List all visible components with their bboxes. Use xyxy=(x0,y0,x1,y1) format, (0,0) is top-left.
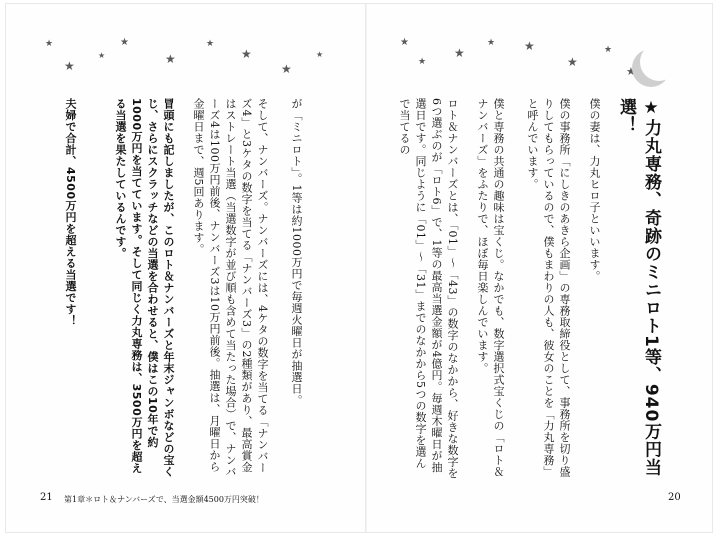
star-icon: ★ xyxy=(281,62,292,76)
right-page-paragraph-3: 僕と専務の共通の趣味は宝くじ。なかでも、数字選択式宝くじの「ロト＆ナンバーズ」をふたりで、ほぼ毎日楽しんでいます。 xyxy=(476,98,505,478)
star-icon: ★ xyxy=(241,47,252,61)
star-icon: ★ xyxy=(206,39,215,49)
left-page-paragraph-2: そして、ナンバーズ。ナンバーズには、4ケタの数字を当てる「ナンバーズ4」と3ケタの数字を当てる「ナンバーズ3」の2種類があり、最高賞金はストレート当選（当選数字が並び順も含めて当たった場合）で、ナンバーズ4は100万円前後、ナンバーズ3は10万円前後。抽選は、月曜日から金曜日まで、週5回あります。 xyxy=(192,98,269,478)
star-icon: ★ xyxy=(316,50,324,59)
star-icon: ★ xyxy=(45,39,54,49)
page-number-right: 20 xyxy=(668,492,681,503)
star-icon: ★ xyxy=(626,65,636,78)
left-page-paragraph-1: が「ミニロト」。1等は約1000万円で毎週火曜日が抽選日。 xyxy=(290,98,303,406)
right-page-paragraph-1: 僕の妻は、力丸ヒロ子といいます。 xyxy=(588,98,601,282)
right-page-paragraph-4: ロト＆ナンバーズとは、「01」〜「43」の数字のなかから、好きな数字を6つ選ぶのが「ロト6」で、1等の最高当選金額が4億円。毎週木曜日が抽選日です。同じように「01」〜「31」までのなかから5つの数字を選んで当てるの xyxy=(398,98,459,479)
running-head: 第1章＊ロト＆ナンバーズで、当選金額4500万円突破！ xyxy=(64,495,264,504)
star-icon: ★ xyxy=(524,39,535,53)
star-icon: ★ xyxy=(454,46,465,60)
star-icon: ★ xyxy=(400,37,409,48)
chapter-heading: ★力丸専務、奇跡のミニロト1等、940万円当選！ xyxy=(616,98,661,477)
star-icon: ★ xyxy=(64,59,75,73)
page-gutter xyxy=(365,4,367,532)
star-icon: ★ xyxy=(165,52,176,66)
star-icon: ★ xyxy=(567,55,578,69)
right-page-paragraph-2: 僕の事務所「にしきのあきら企画」の専務取締役として、事務所を切り盛りしてもらっているので、僕もまわりの人も、彼女のことを「力丸専務」と呼んでいます。 xyxy=(526,98,571,478)
page-number-left: 21 xyxy=(40,492,53,503)
left-page-bold-paragraph-1: 冒頭にも記しましたが、このロト＆ナンバーズと年末ジャンボなどの宝くじ、さらにスクラッチなどの当選を合わせると、僕はこの10年で約1000万円を当てています。そして同じく力丸専務は、3500万円を超える当選を果たしているんです。 xyxy=(114,98,175,478)
star-icon: ★ xyxy=(604,45,613,55)
crescent-moon-icon xyxy=(640,43,678,81)
star-icon: ★ xyxy=(98,51,106,60)
star-icon: ★ xyxy=(120,37,129,48)
star-icon: ★ xyxy=(487,38,496,48)
star-icon: ★ xyxy=(418,57,427,67)
left-page-bold-paragraph-2: 夫婦で合計、4500万円を超える当選です！ xyxy=(64,98,77,327)
